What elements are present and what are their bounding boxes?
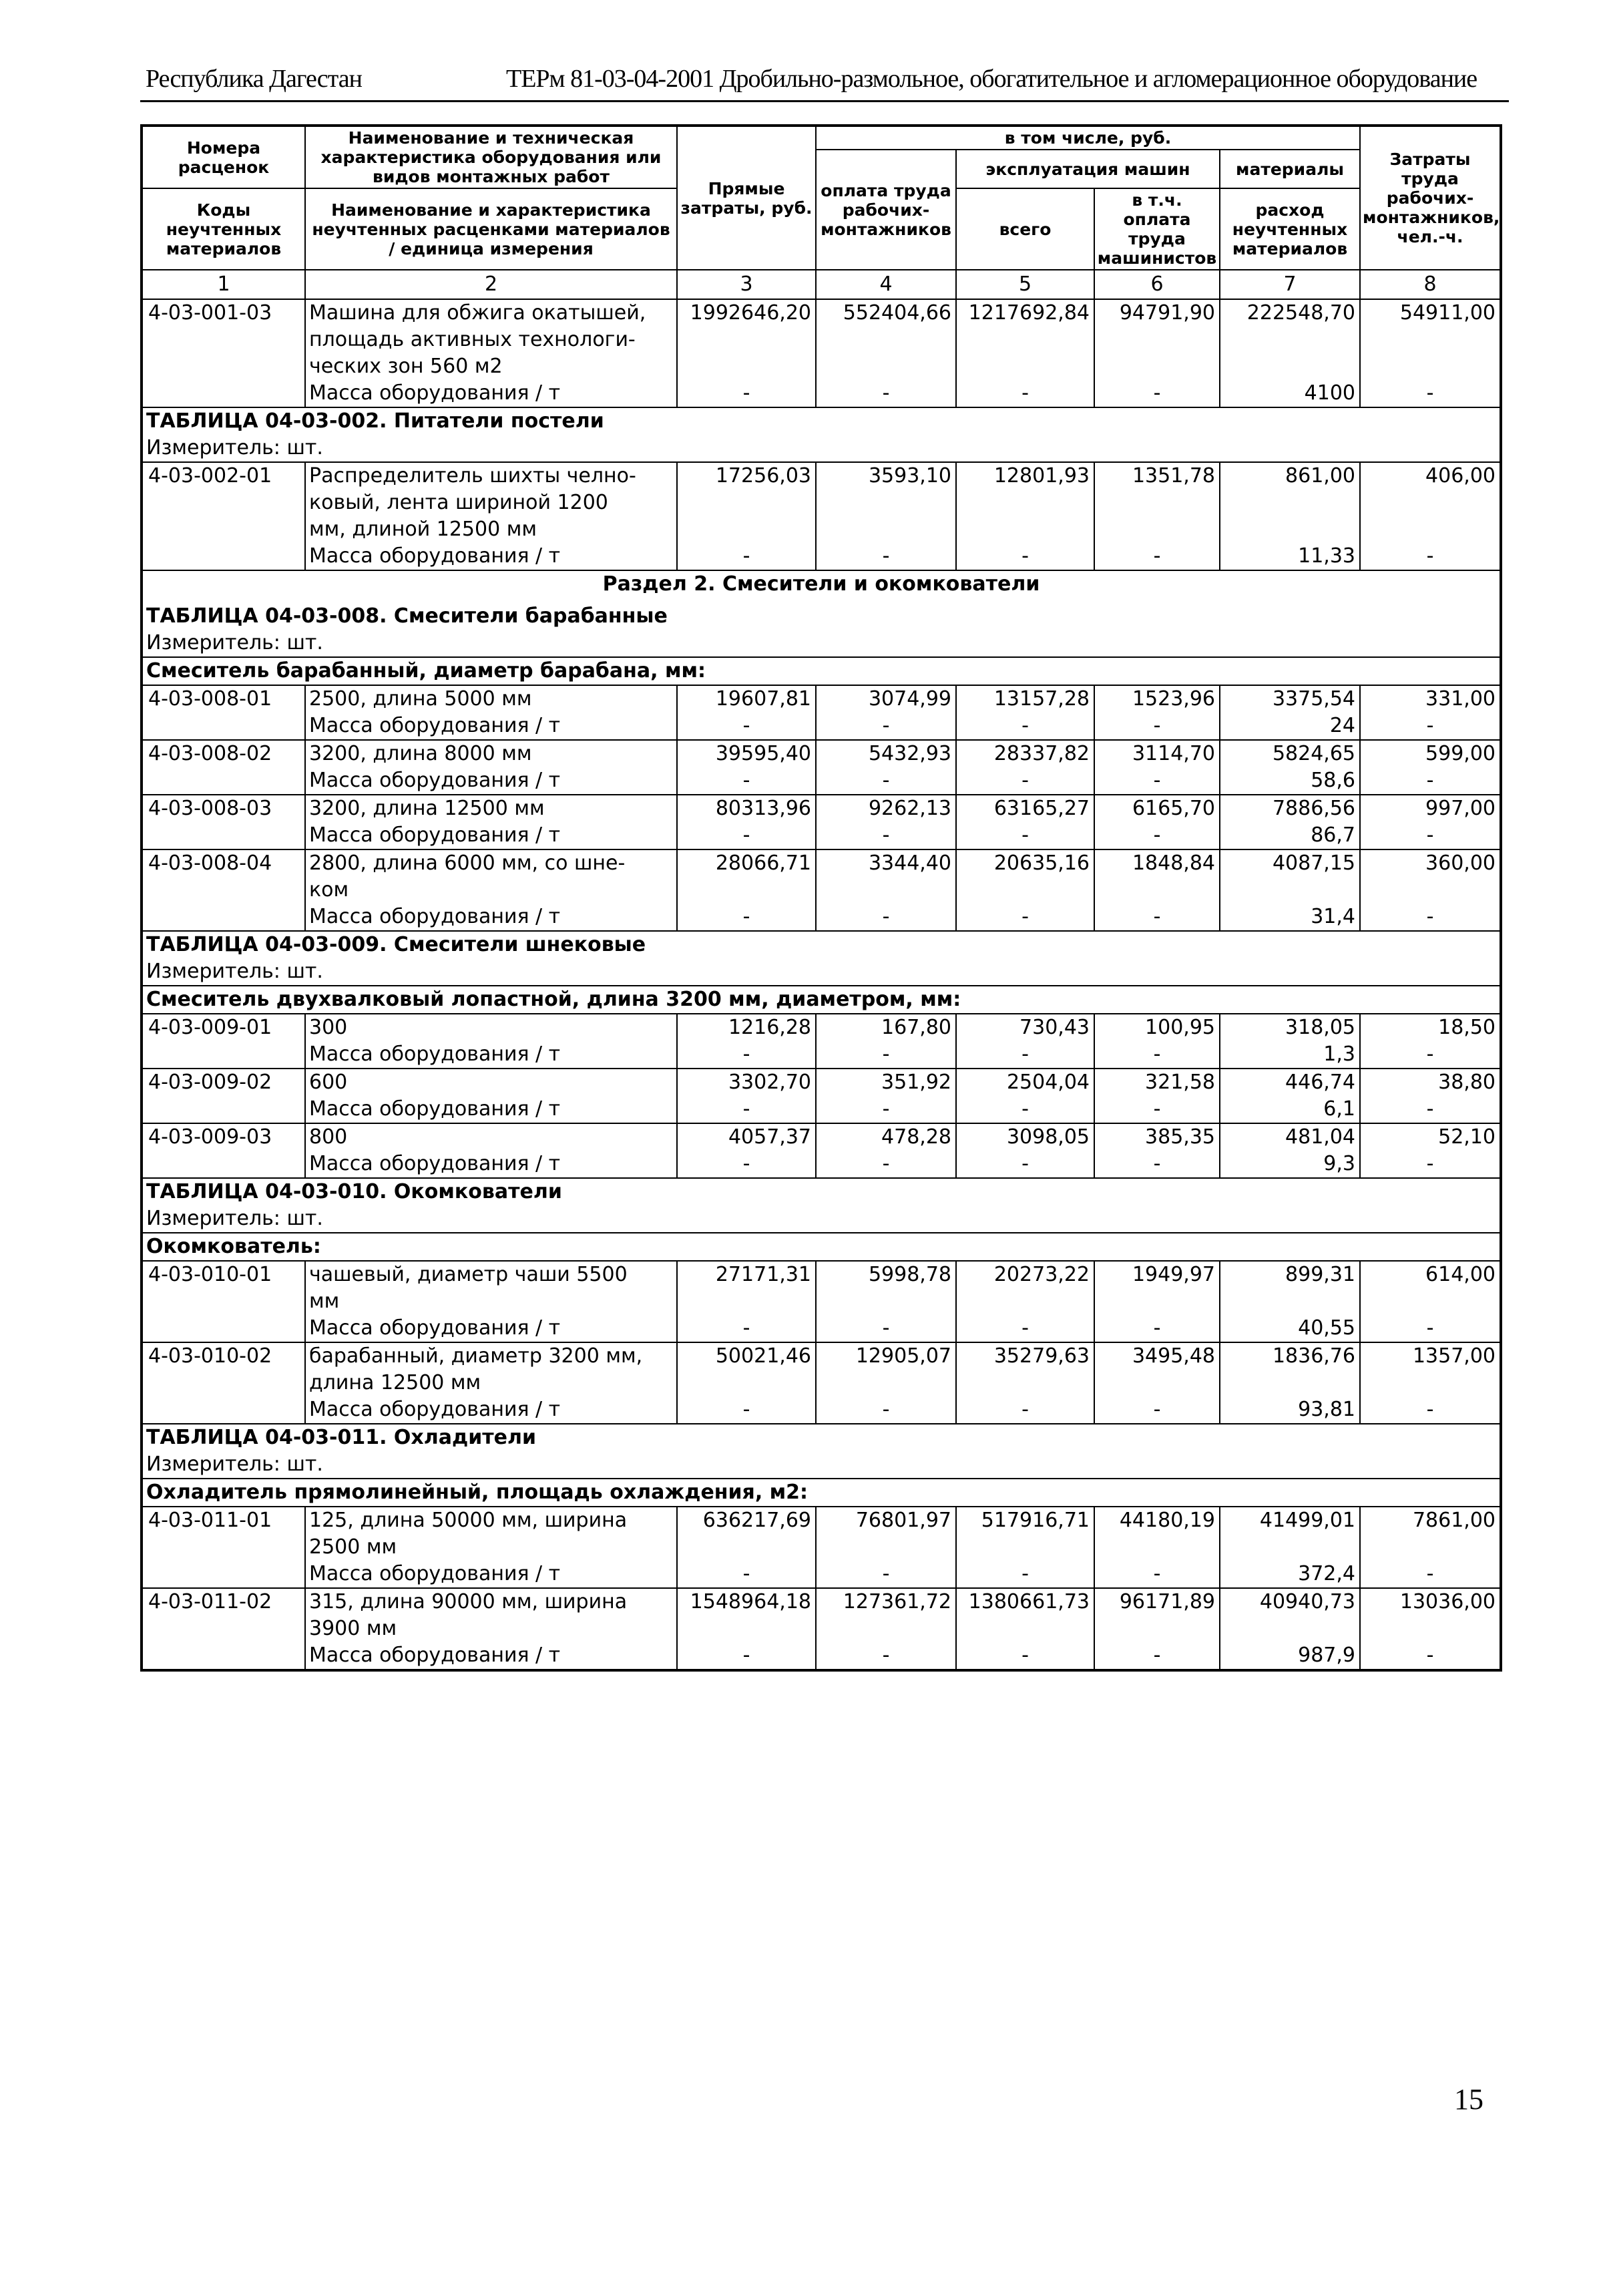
machinist-pay-value: 94791,90 [1094, 299, 1220, 380]
dash-value: - [1094, 822, 1220, 849]
dash-value: - [677, 1396, 816, 1424]
dash-value: - [1360, 1561, 1501, 1588]
machinist-pay-value: 385,35 [1094, 1123, 1220, 1151]
dash-value: - [956, 1315, 1094, 1342]
dash-value: - [956, 380, 1094, 407]
machines-total-value: 28337,82 [956, 740, 1094, 767]
column-number: 4 [816, 270, 956, 299]
mass-row [142, 1315, 1501, 1342]
rate-name-line: мм [305, 1288, 677, 1315]
table-row [142, 795, 1501, 822]
table-title-row [142, 1424, 1501, 1451]
labor-pay-value: 76801,97 [816, 1507, 956, 1561]
mass-row [142, 380, 1501, 407]
direct-cost-value: 1548964,18 [677, 1588, 816, 1642]
dash-value: - [816, 380, 956, 407]
mass-row [142, 543, 1501, 570]
col-unaccounted-header: расход неучтенных материалов [1220, 188, 1360, 270]
measure-unit: Измеритель: шт. [146, 436, 323, 459]
table-row [142, 299, 1501, 327]
dash-value: - [1360, 767, 1501, 795]
group-row [142, 1233, 1501, 1261]
machines-total-value: 35279,63 [956, 1342, 1094, 1396]
machines-total-value: 12801,93 [956, 462, 1094, 543]
col-name-header: Наименование и техническая характеристика оборудования или видов монтажных работ [305, 126, 677, 188]
dash-value: - [956, 822, 1094, 849]
machinist-pay-value: 96171,89 [1094, 1588, 1220, 1642]
column-numbers-row [142, 270, 1501, 299]
machinist-pay-value: 1848,84 [1094, 849, 1220, 904]
labor-hours-value: 331,00 [1360, 685, 1501, 713]
rate-code: 4-03-010-02 [142, 1342, 305, 1424]
rate-name-line: Распределитель шихты челно- [305, 462, 677, 490]
labor-hours-value: 54911,00 [1360, 299, 1501, 380]
labor-hours-value: 52,10 [1360, 1123, 1501, 1151]
dash-value: - [816, 543, 956, 570]
header-title: ТЕРм 81-03-04-2001 Дробильно-размольное, обогатительное и агломерационное оборудование [506, 65, 1477, 93]
labor-pay-value: 3074,99 [816, 685, 956, 713]
machines-total-value: 2504,04 [956, 1069, 1094, 1096]
rate-code: 4-03-011-01 [142, 1507, 305, 1588]
direct-cost-value: 19607,81 [677, 685, 816, 713]
dash-value: - [677, 822, 816, 849]
mass-row [142, 713, 1501, 740]
mass-value: 58,6 [1220, 767, 1360, 795]
direct-cost-value: 28066,71 [677, 849, 816, 904]
materials-cost-value: 318,05 [1220, 1014, 1360, 1041]
table-title-row [142, 598, 1501, 630]
materials-cost-value: 861,00 [1220, 462, 1360, 543]
column-number: 8 [1360, 270, 1501, 299]
materials-cost-value: 446,74 [1220, 1069, 1360, 1096]
mass-value: 987,9 [1220, 1642, 1360, 1670]
dash-value: - [677, 543, 816, 570]
labor-hours-value: 406,00 [1360, 462, 1501, 543]
rate-code: 4-03-011-02 [142, 1588, 305, 1670]
labor-pay-value: 9262,13 [816, 795, 956, 822]
group-row [142, 657, 1501, 685]
measure-row [142, 435, 1501, 462]
dash-value: - [677, 1151, 816, 1178]
dash-value: - [956, 1041, 1094, 1069]
labor-pay-value: 3344,40 [816, 849, 956, 904]
rate-name-line: 2500 мм [305, 1534, 677, 1561]
dash-value: - [1094, 713, 1220, 740]
machinist-pay-value: 1351,78 [1094, 462, 1220, 543]
dash-value: - [1360, 380, 1501, 407]
rate-name-line: ком [305, 877, 677, 904]
dash-value: - [816, 713, 956, 740]
table-body [142, 126, 1501, 1670]
direct-cost-value: 3302,70 [677, 1069, 816, 1096]
table-title: ТАБЛИЦА 04-03-008. Смесители барабанные [142, 598, 1501, 630]
mass-row [142, 1096, 1501, 1123]
machines-total-value: 730,43 [956, 1014, 1094, 1041]
dash-value: - [1360, 1315, 1501, 1342]
mass-value: 11,33 [1220, 543, 1360, 570]
materials-cost-value: 1836,76 [1220, 1342, 1360, 1396]
machinist-pay-value: 1949,97 [1094, 1261, 1220, 1315]
dash-value: - [1094, 1396, 1220, 1424]
rate-code: 4-03-009-02 [142, 1069, 305, 1123]
group-row [142, 1479, 1501, 1507]
rates-table [140, 124, 1502, 1672]
machinist-pay-value: 1523,96 [1094, 685, 1220, 713]
dash-value: - [816, 1642, 956, 1670]
labor-pay-value: 5998,78 [816, 1261, 956, 1315]
mass-row [142, 1041, 1501, 1069]
dash-value: - [956, 1151, 1094, 1178]
rate-name-line: мм, длиной 12500 мм [305, 516, 677, 543]
dash-value: - [677, 904, 816, 931]
dash-value: - [1360, 1096, 1501, 1123]
column-number: 6 [1094, 270, 1220, 299]
table-row [142, 849, 1501, 877]
dash-value: - [677, 767, 816, 795]
col-incl-header: в том числе, руб. [816, 126, 1360, 150]
rate-name-line: 125, длина 50000 мм, ширина [305, 1507, 677, 1534]
labor-hours-value: 614,00 [1360, 1261, 1501, 1315]
rate-name-line: 3900 мм [305, 1615, 677, 1642]
labor-hours-value: 13036,00 [1360, 1588, 1501, 1642]
col-machines-total-header: всего [956, 188, 1094, 270]
column-number: 5 [956, 270, 1094, 299]
mass-label: Масса оборудования / т [305, 1315, 677, 1342]
table-row [142, 1342, 1501, 1370]
rate-code: 4-03-010-01 [142, 1261, 305, 1342]
machines-total-value: 20635,16 [956, 849, 1094, 904]
labor-pay-value: 351,92 [816, 1069, 956, 1096]
measure-unit: Измеритель: шт. [146, 960, 323, 983]
dash-value: - [1094, 543, 1220, 570]
table-row [142, 740, 1501, 767]
rate-name-line: Машина для обжига окатышей, [305, 299, 677, 327]
mass-value: 4100 [1220, 380, 1360, 407]
col-machines-header: эксплуатация машин [956, 150, 1220, 188]
col-labor-cost-header: Затраты труда рабочих-монтажников, чел.-ч. [1360, 126, 1501, 270]
direct-cost-value: 4057,37 [677, 1123, 816, 1151]
direct-cost-value: 50021,46 [677, 1342, 816, 1396]
mass-value: 31,4 [1220, 904, 1360, 931]
section-title-row [142, 570, 1501, 598]
dash-value: - [816, 822, 956, 849]
mass-value: 86,7 [1220, 822, 1360, 849]
dash-value: - [956, 1642, 1094, 1670]
machinist-pay-value: 321,58 [1094, 1069, 1220, 1096]
rate-name-line: 800 [305, 1123, 677, 1151]
measure-unit: Измеритель: шт. [146, 1207, 323, 1230]
page-number: 15 [1454, 2083, 1483, 2116]
dash-value: - [1360, 1642, 1501, 1670]
mass-row [142, 1151, 1501, 1178]
rate-code: 4-03-002-01 [142, 462, 305, 570]
machinist-pay-value: 3114,70 [1094, 740, 1220, 767]
mass-label: Масса оборудования / т [305, 822, 677, 849]
group-label: Окомкователь: [142, 1233, 1501, 1261]
measure-row [142, 630, 1501, 657]
group-label: Смеситель барабанный, диаметр барабана, мм: [142, 657, 1501, 685]
direct-cost-value: 636217,69 [677, 1507, 816, 1561]
dash-value: - [1360, 1151, 1501, 1178]
dash-value: - [1094, 1642, 1220, 1670]
dash-value: - [956, 713, 1094, 740]
mass-value: 1,3 [1220, 1041, 1360, 1069]
dash-value: - [956, 1396, 1094, 1424]
mass-label: Масса оборудования / т [305, 904, 677, 931]
rate-code: 4-03-008-04 [142, 849, 305, 931]
dash-value: - [1094, 1561, 1220, 1588]
dash-value: - [1094, 1151, 1220, 1178]
table-title-row [142, 407, 1501, 435]
dash-value: - [1360, 822, 1501, 849]
dash-value: - [1094, 767, 1220, 795]
mass-row [142, 1642, 1501, 1670]
labor-hours-value: 38,80 [1360, 1069, 1501, 1096]
dash-value: - [1360, 1041, 1501, 1069]
rate-name-line: 3200, длина 8000 мм [305, 740, 677, 767]
dash-value: - [816, 1151, 956, 1178]
col-materials-header: материалы [1220, 150, 1360, 188]
machines-total-value: 13157,28 [956, 685, 1094, 713]
rate-code: 4-03-009-03 [142, 1123, 305, 1178]
rate-name-line: барабанный, диаметр 3200 мм, [305, 1342, 677, 1370]
mass-label: Масса оборудования / т [305, 1642, 677, 1670]
machines-total-value: 20273,22 [956, 1261, 1094, 1315]
dash-value: - [1360, 543, 1501, 570]
rate-name-line: 2500, длина 5000 мм [305, 685, 677, 713]
labor-pay-value: 12905,07 [816, 1342, 956, 1396]
materials-cost-value: 7886,56 [1220, 795, 1360, 822]
rate-code: 4-03-008-02 [142, 740, 305, 795]
dash-value: - [816, 1315, 956, 1342]
mass-label: Масса оборудования / т [305, 713, 677, 740]
machines-total-value: 3098,05 [956, 1123, 1094, 1151]
dash-value: - [956, 767, 1094, 795]
mass-value: 6,1 [1220, 1096, 1360, 1123]
table-row [142, 1588, 1501, 1615]
rate-name-line: ческих зон 560 м2 [305, 353, 677, 380]
rate-name-line: чашевый, диаметр чаши 5500 [305, 1261, 677, 1288]
mass-row [142, 1561, 1501, 1588]
materials-cost-value: 222548,70 [1220, 299, 1360, 380]
table-row [142, 685, 1501, 713]
measure-unit: Измеритель: шт. [146, 1453, 323, 1476]
col-machinist-pay-header: в т.ч. оплата труда машинистов [1094, 188, 1220, 270]
machines-total-value: 1380661,73 [956, 1588, 1094, 1642]
labor-pay-value: 167,80 [816, 1014, 956, 1041]
table-row [142, 1014, 1501, 1041]
dash-value: - [956, 1096, 1094, 1123]
direct-cost-value: 1216,28 [677, 1014, 816, 1041]
table-title-row [142, 931, 1501, 958]
direct-cost-value: 1992646,20 [677, 299, 816, 380]
mass-row [142, 904, 1501, 931]
rate-name-line: длина 12500 мм [305, 1370, 677, 1396]
table-row [142, 1123, 1501, 1151]
machinist-pay-value: 44180,19 [1094, 1507, 1220, 1561]
table-row [142, 1069, 1501, 1096]
measure-row [142, 1451, 1501, 1479]
rate-name-line: площадь активных технологи- [305, 327, 677, 353]
table-title: ТАБЛИЦА 04-03-010. Окомкователи [142, 1178, 1501, 1205]
table-row [142, 1507, 1501, 1534]
labor-hours-value: 1357,00 [1360, 1342, 1501, 1396]
mass-value: 9,3 [1220, 1151, 1360, 1178]
dash-value: - [1094, 1041, 1220, 1069]
mass-label: Масса оборудования / т [305, 1151, 677, 1178]
header-region: Республика Дагестан [146, 65, 362, 93]
col-rate-number-header: Номера расценок [142, 126, 305, 188]
measure-row [142, 1205, 1501, 1233]
direct-cost-value: 80313,96 [677, 795, 816, 822]
mass-label: Масса оборудования / т [305, 1041, 677, 1069]
dash-value: - [816, 767, 956, 795]
dash-value: - [1094, 1315, 1220, 1342]
rate-name-line: ковый, лента шириной 1200 [305, 490, 677, 516]
dash-value: - [677, 1561, 816, 1588]
materials-cost-value: 4087,15 [1220, 849, 1360, 904]
dash-value: - [677, 1096, 816, 1123]
dash-value: - [956, 1561, 1094, 1588]
dash-value: - [816, 904, 956, 931]
rate-code: 4-03-001-03 [142, 299, 305, 407]
machines-total-value: 517916,71 [956, 1507, 1094, 1561]
labor-hours-value: 997,00 [1360, 795, 1501, 822]
mass-row [142, 767, 1501, 795]
labor-pay-value: 3593,10 [816, 462, 956, 543]
mass-label: Масса оборудования / т [305, 767, 677, 795]
labor-hours-value: 7861,00 [1360, 1507, 1501, 1561]
labor-pay-value: 127361,72 [816, 1588, 956, 1642]
labor-pay-value: 552404,66 [816, 299, 956, 380]
dash-value: - [956, 904, 1094, 931]
table-title: ТАБЛИЦА 04-03-002. Питатели постели [142, 407, 1501, 435]
materials-cost-value: 3375,54 [1220, 685, 1360, 713]
materials-cost-value: 481,04 [1220, 1123, 1360, 1151]
dash-value: - [677, 380, 816, 407]
mass-label: Масса оборудования / т [305, 1096, 677, 1123]
dash-value: - [816, 1396, 956, 1424]
mass-value: 40,55 [1220, 1315, 1360, 1342]
table-title-row [142, 1178, 1501, 1205]
rate-name-line: 2800, длина 6000 мм, со шне- [305, 849, 677, 877]
direct-cost-value: 17256,03 [677, 462, 816, 543]
dash-value: - [816, 1561, 956, 1588]
mass-row [142, 822, 1501, 849]
dash-value: - [816, 1096, 956, 1123]
mass-label: Масса оборудования / т [305, 1561, 677, 1588]
materials-cost-value: 40940,73 [1220, 1588, 1360, 1642]
dash-value: - [677, 1041, 816, 1069]
measure-row [142, 958, 1501, 986]
dash-value: - [677, 1315, 816, 1342]
machinist-pay-value: 3495,48 [1094, 1342, 1220, 1396]
dash-value: - [816, 1041, 956, 1069]
labor-hours-value: 599,00 [1360, 740, 1501, 767]
rate-code: 4-03-009-01 [142, 1014, 305, 1069]
materials-cost-value: 41499,01 [1220, 1507, 1360, 1561]
rate-name-line: 300 [305, 1014, 677, 1041]
rate-name-line: 600 [305, 1069, 677, 1096]
dash-value: - [677, 1642, 816, 1670]
dash-value: - [1094, 380, 1220, 407]
table-row [142, 462, 1501, 490]
machines-total-value: 63165,27 [956, 795, 1094, 822]
rate-code: 4-03-008-03 [142, 795, 305, 849]
col-unaccounted-names-header: Наименование и характеристика неучтенных расценками материалов / единица измерения [305, 188, 677, 270]
column-number: 7 [1220, 270, 1360, 299]
dash-value: - [1094, 1096, 1220, 1123]
machinist-pay-value: 6165,70 [1094, 795, 1220, 822]
col-labor-pay-header: оплата труда рабочих-монтажников [816, 150, 956, 270]
column-number: 3 [677, 270, 816, 299]
dash-value: - [1360, 904, 1501, 931]
mass-row [142, 1396, 1501, 1424]
column-number: 1 [142, 270, 305, 299]
direct-cost-value: 27171,31 [677, 1261, 816, 1315]
labor-hours-value: 18,50 [1360, 1014, 1501, 1041]
col-unaccounted-codes-header: Коды неучтенных материалов [142, 188, 305, 270]
labor-hours-value: 360,00 [1360, 849, 1501, 904]
dash-value: - [956, 543, 1094, 570]
labor-pay-value: 5432,93 [816, 740, 956, 767]
rate-name-line: 3200, длина 12500 мм [305, 795, 677, 822]
section-title: Раздел 2. Смесители и окомкователи [142, 570, 1501, 598]
measure-unit: Измеритель: шт. [146, 631, 323, 654]
rate-name-line: 315, длина 90000 мм, ширина [305, 1588, 677, 1615]
column-number: 2 [305, 270, 677, 299]
group-label: Охладитель прямолинейный, площадь охлаждения, м2: [142, 1479, 1501, 1507]
header-rule [140, 100, 1509, 102]
mass-value: 24 [1220, 713, 1360, 740]
labor-pay-value: 478,28 [816, 1123, 956, 1151]
mass-label: Масса оборудования / т [305, 543, 677, 570]
mass-value: 93,81 [1220, 1396, 1360, 1424]
table-row [142, 1261, 1501, 1288]
group-row [142, 986, 1501, 1014]
rate-code: 4-03-008-01 [142, 685, 305, 740]
group-label: Смеситель двухвалковый лопастной, длина 3200 мм, диаметром, мм: [142, 986, 1501, 1014]
mass-label: Масса оборудования / т [305, 1396, 677, 1424]
dash-value: - [1360, 1396, 1501, 1424]
machines-total-value: 1217692,84 [956, 299, 1094, 380]
dash-value: - [677, 713, 816, 740]
materials-cost-value: 899,31 [1220, 1261, 1360, 1315]
mass-value: 372,4 [1220, 1561, 1360, 1588]
dash-value: - [1094, 904, 1220, 931]
table-header-row [142, 126, 1501, 150]
dash-value: - [1360, 713, 1501, 740]
table-title: ТАБЛИЦА 04-03-011. Охладители [142, 1424, 1501, 1451]
machinist-pay-value: 100,95 [1094, 1014, 1220, 1041]
table-title: ТАБЛИЦА 04-03-009. Смесители шнековые [142, 931, 1501, 958]
direct-cost-value: 39595,40 [677, 740, 816, 767]
materials-cost-value: 5824,65 [1220, 740, 1360, 767]
mass-label: Масса оборудования / т [305, 380, 677, 407]
col-direct-cost-header: Прямые затраты, руб. [677, 126, 816, 270]
